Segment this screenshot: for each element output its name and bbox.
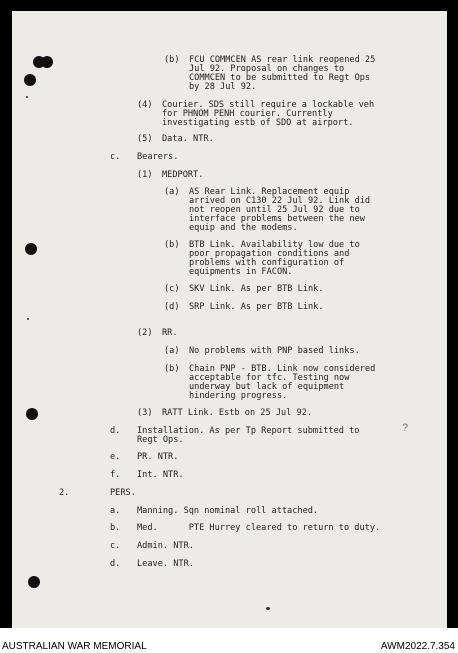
text-line: interface problems between the new <box>189 214 365 224</box>
item-label: d. <box>110 426 121 436</box>
text-line: RATT Link. Estb on 25 Jul 92. <box>162 408 313 418</box>
text-line: MEDPORT. <box>162 170 204 180</box>
archive-reference: AWM2022.7.354 <box>380 641 455 652</box>
item-label: a. <box>110 506 121 516</box>
archive-name: AUSTRALIAN WAR MEMORIAL <box>2 641 147 652</box>
item-label: (c) <box>164 284 180 294</box>
item-label: f. <box>110 470 121 480</box>
item-label: (a) <box>164 346 180 356</box>
item-label: (4) <box>137 100 153 110</box>
text-line: Med. PTE Hurrey cleared to return to duty. <box>137 523 381 533</box>
text-line: SRP Link. As per BTB Link. <box>189 302 324 312</box>
text-line: arrived on C130 22 Jul 92. Link did <box>189 196 371 206</box>
item-label: (a) <box>164 187 180 197</box>
text-line: COMMCEN to be submitted to Regt Ops <box>189 73 371 83</box>
text-line: problems with configuration of <box>189 258 345 268</box>
text-line: Int. NTR. <box>137 470 184 480</box>
item-label: b. <box>110 523 121 533</box>
text-line: Chain PNP - BTB. Link now considered <box>189 364 376 374</box>
text-line: RR. <box>162 328 178 338</box>
item-label: e. <box>110 452 121 462</box>
item-label: (b) <box>164 240 180 250</box>
document-body <box>12 11 447 628</box>
item-label: (1) <box>137 170 153 180</box>
text-line: Admin. NTR. <box>137 541 194 551</box>
text-line: SKV Link. As per BTB Link. <box>189 284 324 294</box>
item-label: c. <box>110 152 121 162</box>
text-line: Installation. As per Tp Report submitted to <box>137 426 360 436</box>
text-line: Jul 92. Proposal on changes to <box>189 64 345 74</box>
text-line: equip and the modems. <box>189 223 298 233</box>
text-line: Leave. NTR. <box>137 559 194 569</box>
text-line: FCU COMMCEN AS rear link reopened 25 <box>189 55 376 65</box>
item-label: d. <box>110 559 121 569</box>
item-label: (5) <box>137 134 153 144</box>
item-label: (3) <box>137 408 153 418</box>
item-label: c. <box>110 541 121 551</box>
text-line: by 28 Jul 92. <box>189 82 257 92</box>
text-line: Courier. SDS still require a lockable veh <box>162 100 375 110</box>
text-line: AS Rear Link. Replacement equip <box>189 187 350 197</box>
section-number: 2. <box>59 488 70 498</box>
text-line: underway but lack of equipment <box>189 382 345 392</box>
section-heading: PERS. <box>110 488 136 498</box>
text-line: BTB Link. Availability low due to <box>189 240 360 250</box>
text-line: acceptable for tfc. Testing now <box>189 373 350 383</box>
text-line: for PHNOM PENH courier. Currently <box>162 109 333 119</box>
item-label: (b) <box>164 55 180 65</box>
item-label: (b) <box>164 364 180 374</box>
text-line: poor propagation conditions and <box>189 249 350 259</box>
document-page <box>12 11 447 628</box>
text-line: PR. NTR. <box>137 452 179 462</box>
text-line: investigating estb of SDO at airport. <box>162 118 354 128</box>
text-line: Data. NTR. <box>162 134 214 144</box>
text-line: not reopen until 25 Jul 92 due to <box>189 205 360 215</box>
text-line: hindering progress. <box>189 391 288 401</box>
item-label: (2) <box>137 328 153 338</box>
text-line: equipments in FACON. <box>189 267 293 277</box>
archive-footer <box>0 628 458 653</box>
text-line: No problems with PNP based links. <box>189 346 360 356</box>
handwritten-mark: ? <box>402 422 409 434</box>
text-line: Bearers. <box>137 152 179 162</box>
text-line: Regt Ops. <box>137 435 184 445</box>
item-label: (d) <box>164 302 180 312</box>
text-line: Manning. Sqn nominal roll attached. <box>137 506 319 516</box>
